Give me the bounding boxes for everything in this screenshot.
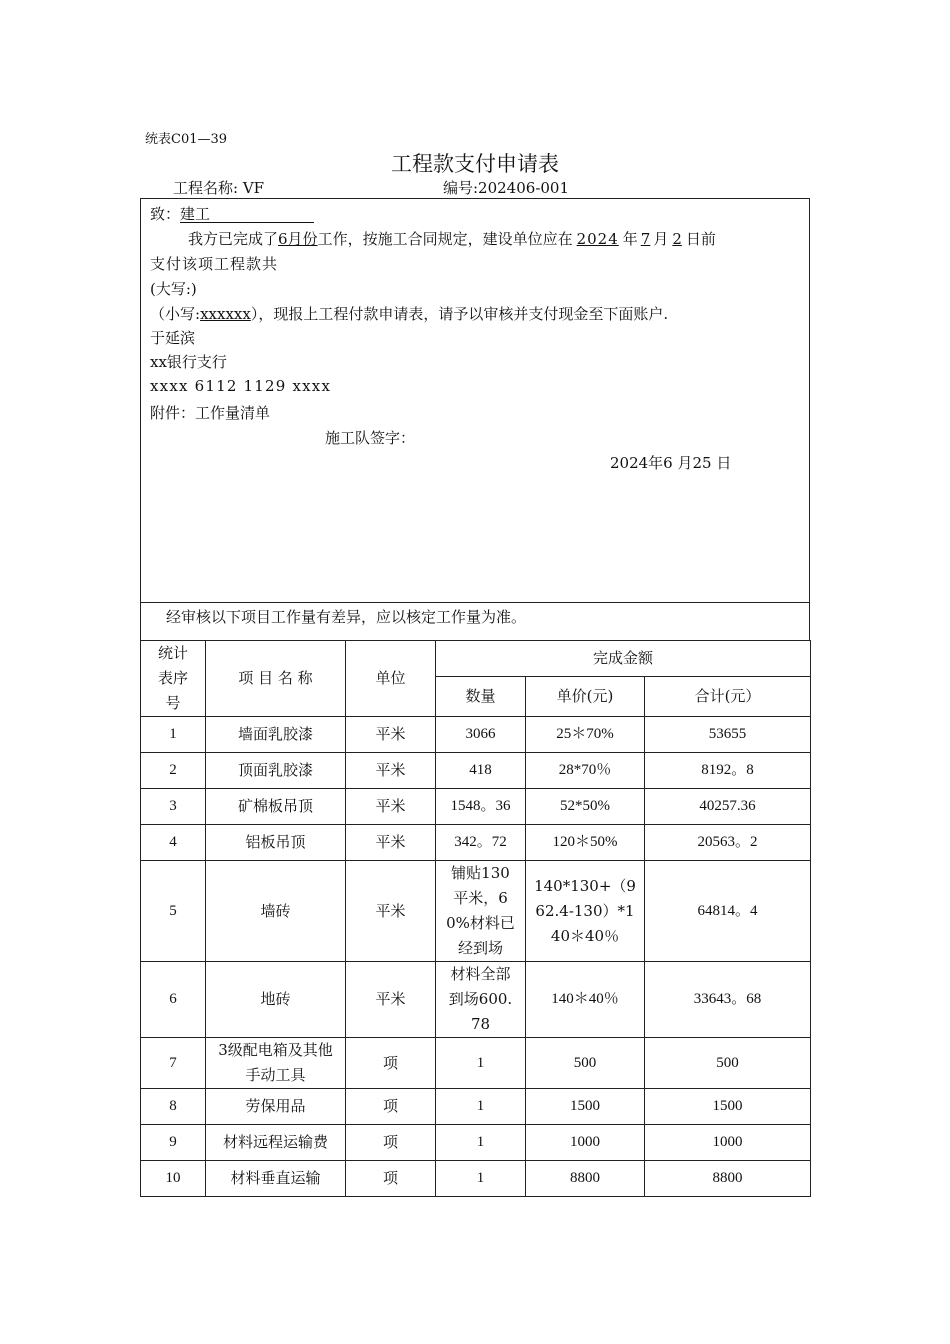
row-seq: 1 [141,717,206,753]
row-total: 53655 [645,717,811,753]
row-qty: 1 [436,1161,526,1197]
completed-month: 6月份 [278,230,318,248]
table-row [141,962,811,1038]
row-price: 1000 [526,1125,645,1161]
row-total: 40257.36 [645,789,811,825]
table-row [141,1125,811,1161]
row-name: 墙面乳胶漆 [206,717,346,753]
application-letter-box [140,198,810,602]
row-total: 8800 [645,1161,811,1197]
table-row [141,1038,811,1089]
header-unit: 单位 [346,641,436,717]
header-seq: 统计表序号 [141,641,206,717]
row-unit: 平米 [346,753,436,789]
work-items-table [140,640,811,1197]
row-price: 25＊70% [526,717,645,753]
row-total: 1000 [645,1125,811,1161]
body-text: （小写: [150,305,201,323]
row-name: 材料远程运输费 [206,1125,346,1161]
row-seq: 5 [141,861,206,962]
row-name: 墙砖 [206,861,346,962]
attachment-line: 附件：工作量清单 [150,404,271,422]
row-seq: 7 [141,1038,206,1089]
row-unit: 平米 [346,861,436,962]
row-seq: 3 [141,789,206,825]
row-price: 8800 [526,1161,645,1197]
row-name: 劳保用品 [206,1089,346,1125]
table-row [141,753,811,789]
body-text: 我方已完成了 [188,230,279,248]
letter-body-line-2: 支付该项工程款共 [150,255,279,273]
row-qty: 3066 [436,717,526,753]
amount-in-words: (大写:) [150,280,197,298]
row-qty: 342。72 [436,825,526,861]
row-unit: 项 [346,1125,436,1161]
row-price: 500 [526,1038,645,1089]
row-qty: 材料全部到场600.78 [436,962,526,1038]
row-name: 材料垂直运输 [206,1161,346,1197]
header-qty: 数量 [436,677,526,717]
page-title: 工程款支付申请表 [391,152,559,176]
table-header-row [141,641,811,677]
addressee-name: 建工 [180,206,314,223]
row-qty: 1 [436,1089,526,1125]
day-char: 日前 [685,230,716,248]
row-name: 矿棉板吊顶 [206,789,346,825]
body-text: 工作，按施工合同规定，建设单位应在 [317,230,573,248]
row-unit: 项 [346,1089,436,1125]
amount-in-figures-line [150,303,668,324]
review-note: 经审核以下项目工作量有差异，应以核定工作量为准。 [166,608,527,626]
letter-body-line-1 [188,228,716,249]
row-seq: 6 [141,962,206,1038]
row-unit: 平米 [346,717,436,753]
table-row [141,789,811,825]
addressee-line [150,203,314,224]
account-name: 于延滨 [150,329,196,347]
bank-name: xx银行支行 [150,353,227,371]
table-row [141,861,811,962]
pay-day: 2 [672,230,682,248]
row-total: 500 [645,1038,811,1089]
row-name: 3级配电箱及其他手动工具 [206,1038,346,1089]
header-price: 单价(元) [526,677,645,717]
year-char: 年 [622,230,638,248]
addressee-prefix: 致： [150,205,181,223]
pay-year: 2024 [576,230,619,248]
row-unit: 项 [346,1161,436,1197]
letter-date: 2024年6 月25 日 [610,454,732,472]
project-name: 工程名称: VF [173,179,265,197]
row-price: 52*50% [526,789,645,825]
account-number: xxxx 6112 1129 xxxx [150,377,332,395]
row-qty: 418 [436,753,526,789]
row-seq: 10 [141,1161,206,1197]
pay-month: 7 [640,230,651,248]
row-price: 28*70％ [526,753,645,789]
body-text: ），现报上工程付款申请表，请予以审核并支付现金至下面账户. [250,305,669,323]
form-code: 统表C01—39 [145,132,228,147]
row-price: 140＊40％ [526,962,645,1038]
row-seq: 2 [141,753,206,789]
row-qty: 铺贴130平米，60%材料已经到场 [436,861,526,962]
table-row [141,1161,811,1197]
row-seq: 9 [141,1125,206,1161]
row-unit: 平米 [346,789,436,825]
header-amount: 完成金额 [436,641,811,677]
row-seq: 4 [141,825,206,861]
header-name: 项 目 名 称 [206,641,346,717]
signature-line: 施工队签字： [325,429,416,447]
table-row [141,1089,811,1125]
row-unit: 平米 [346,962,436,1038]
row-total: 1500 [645,1089,811,1125]
table-row [141,717,811,753]
header-total: 合计(元） [645,677,811,717]
row-price: 1500 [526,1089,645,1125]
row-seq: 8 [141,1089,206,1125]
amount-in-figures: xxxxxx [200,305,251,323]
row-total: 8192。8 [645,753,811,789]
row-total: 20563。2 [645,825,811,861]
row-qty: 1 [436,1125,526,1161]
serial-number: 编号:202406-001 [443,179,570,197]
row-qty: 1548。36 [436,789,526,825]
row-total: 33643。68 [645,962,811,1038]
row-name: 地砖 [206,962,346,1038]
review-note-box [140,602,810,641]
table-row [141,825,811,861]
row-unit: 平米 [346,825,436,861]
row-name: 顶面乳胶漆 [206,753,346,789]
row-price: 140*130+（962.4-130）*140＊40％ [526,861,645,962]
row-total: 64814。4 [645,861,811,962]
row-price: 120＊50% [526,825,645,861]
row-unit: 项 [346,1038,436,1089]
row-qty: 1 [436,1038,526,1089]
month-char: 月 [653,230,669,248]
row-name: 铝板吊顶 [206,825,346,861]
